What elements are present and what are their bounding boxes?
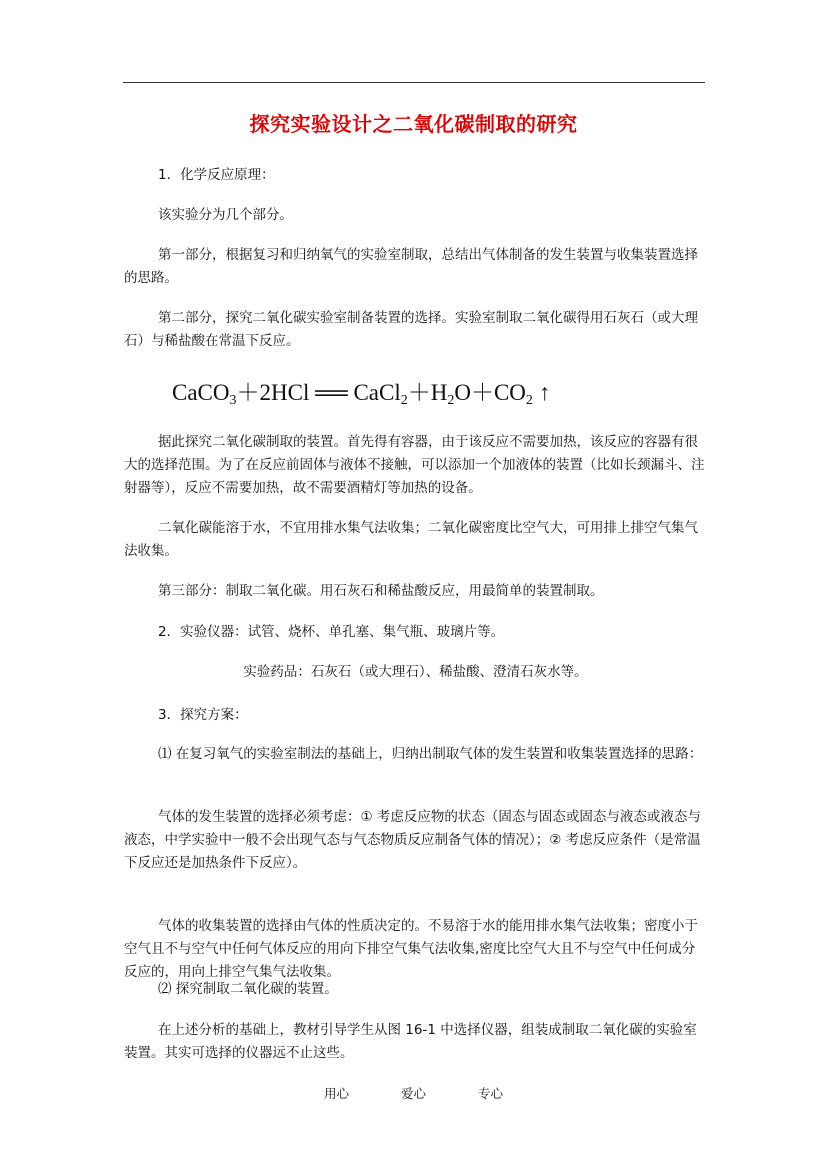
formula-subscript: 2 <box>525 393 533 408</box>
paragraph-collector-selection: 气体的收集装置的选择由气体的性质决定的。不易溶于水的能用排水集气法收集；密度小于空气且不与空气中任何气体反应的用向下排空气集气法收集,密度比空气大且不与空气中任何成分反应的，用向上排空气集气法收集。 <box>124 918 698 980</box>
formula-plus: ＋ <box>470 380 494 405</box>
header-rule <box>123 82 705 83</box>
formula-reactant-caco3: CaCO <box>172 380 230 405</box>
formula-subscript: 2 <box>447 393 455 408</box>
section-2-instruments: 2．实验仪器：试管、烧杯、单孔塞、集气瓶、玻璃片等。 <box>158 624 505 640</box>
document-title: 探究实验设计之二氧化碳制取的研究 <box>249 112 578 136</box>
section-3-heading: 3．探究方案： <box>158 707 248 723</box>
footer-item: 专心 <box>478 1086 504 1101</box>
paragraph-step-2: ⑵ 探究制取二氧化碳的装置。 <box>158 981 338 997</box>
paragraph-apparatus-reasoning: 据此探究二氧化碳制取的装置。首先得有容器，由于该反应不需要加热，该反应的容器有很大的选择范围。为了在反应前固体与液体不接触，可以添加一个加液体的装置（比如长颈漏斗、注射器等），反应不需要加热，故不需要酒精灯等加热的设备。 <box>124 434 705 496</box>
formula-product-cacl2: CaCl <box>353 380 401 405</box>
formula-equals-sign: ══ <box>315 380 348 405</box>
page-footer <box>0 1084 827 1102</box>
footer-item: 爱心 <box>400 1086 426 1101</box>
formula-plus: ＋ <box>236 380 260 405</box>
paragraph-reagents: 实验药品：石灰石（或大理石）、稀盐酸、澄清石灰水等。 <box>243 664 588 680</box>
formula-product-co2: CO <box>493 380 526 405</box>
formula-product-h2o-h: H <box>430 380 448 405</box>
paragraph-part-three: 第三部分：制取二氧化碳。用石灰石和稀盐酸反应，用最简单的装置制取。 <box>158 583 604 599</box>
formula-product-h2o-o: O <box>454 380 471 405</box>
paragraph-generator-selection: 气体的发生装置的选择必须考虑：① 考虑反应物的状态（固态与固态或固态与液态或液态与液态，中学实验中一般不会出现气态与气态物质反应制备气体的情况）；② 考虑反应条件（是常温下反应还是加热条件下反应）。 <box>124 809 701 871</box>
paragraph-part-one: 第一部分，根据复习和归纳氧气的实验室制取，总结出气体制备的发生装置与收集装置选择的思路。 <box>124 247 698 286</box>
paragraph-collection-method: 二氧化碳能溶于水，不宜用排水集气法收集；二氧化碳密度比空气大，可用排上排空气集气法收集。 <box>124 520 698 559</box>
formula-plus: ＋ <box>407 380 431 405</box>
chemical-equation <box>172 374 550 409</box>
paragraph-textbook-guidance: 在上述分析的基础上，教材引导学生从图 16-1 中选择仪器，组装成制取二氧化碳的实验室装置。其实可选择的仪器远不止这些。 <box>124 1022 697 1061</box>
paragraph-step-1: ⑴ 在复习氧气的实验室制法的基础上，归纳出制取气体的发生装置和收集装置选择的思路： <box>158 746 703 762</box>
gas-arrow-icon: ↑ <box>538 380 551 405</box>
formula-subscript: 3 <box>229 393 237 408</box>
paragraph-parts-intro: 该实验分为几个部分。 <box>158 207 293 223</box>
section-1-heading: 1．化学反应原理： <box>158 167 275 183</box>
formula-reactant-hcl: 2HCl <box>259 380 310 405</box>
footer-item: 用心 <box>323 1086 349 1101</box>
formula-subscript: 2 <box>400 393 408 408</box>
paragraph-part-two: 第二部分，探究二氧化碳实验室制备装置的选择。实验室制取二氧化碳得用石灰石（或大理石）与稀盐酸在常温下反应。 <box>124 310 698 349</box>
